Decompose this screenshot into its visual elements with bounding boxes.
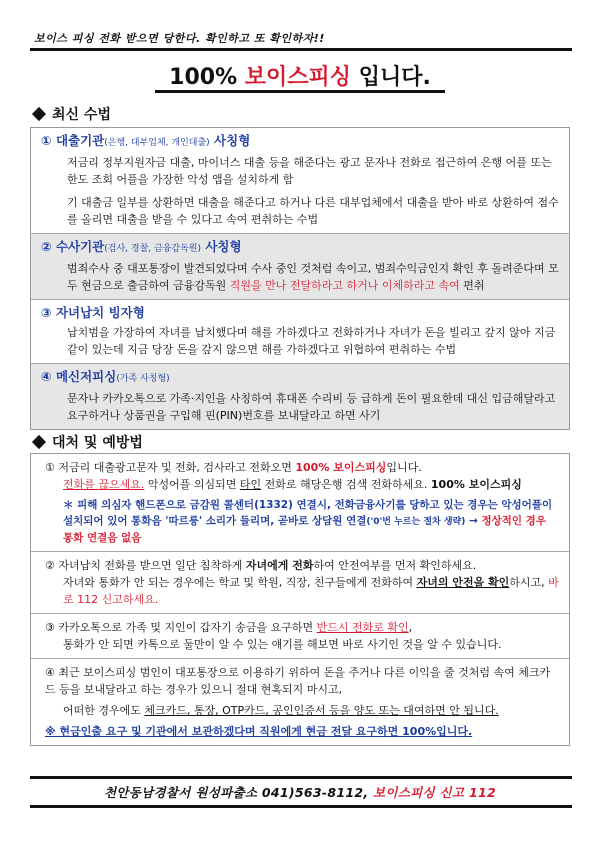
prevention-num: ②	[45, 559, 55, 572]
method-title-main: 대출기관	[55, 133, 105, 148]
method-num: ②	[41, 239, 52, 254]
text-bold: 100% 보이스피싱	[430, 478, 522, 491]
text-part: 전화로 해당은행 검색 전화하세요.	[261, 478, 431, 491]
prevention-num: ④	[45, 666, 55, 679]
method-text-highlight: 직원을 만나 전달하라고 하거나 이체하라고 속여	[229, 279, 460, 292]
method-num: ①	[41, 133, 52, 148]
prevention-num: ③	[45, 621, 55, 634]
methods-box	[30, 127, 570, 430]
text-part: 입니다.	[386, 461, 422, 474]
method-title-main: 메신저피싱	[55, 369, 117, 384]
method-title	[41, 368, 559, 388]
notice-highlight: 정상적인 경우 통화 연결음 없음	[63, 515, 546, 544]
header-tagline: 보이스 피싱 전화 받으면 당한다. 확인하고 또 확인하자!!	[34, 32, 325, 45]
text-highlight: 바로 112 신고하세요.	[63, 576, 559, 606]
text-highlight: 전화를 끊으세요.	[63, 478, 145, 491]
text-highlight: 100% 보이스피싱	[295, 461, 387, 474]
text-highlight: 반드시 전화로 확인	[316, 621, 409, 634]
method-num: ④	[41, 369, 52, 384]
text-bold: 자녀에게 전화	[245, 559, 314, 572]
header-divider	[30, 48, 572, 51]
text-part: 악성어플 의심되면	[144, 478, 240, 491]
method-text	[41, 260, 559, 294]
text-underline: 타인	[239, 478, 262, 491]
method-title-main: 수사기관	[55, 239, 105, 254]
method-num: ③	[41, 305, 52, 320]
prevention-line	[45, 619, 559, 636]
method-item-loan	[31, 128, 569, 234]
text-part: 하여 안전여부를 먼저 확인하세요.	[313, 559, 477, 572]
prevention-line	[45, 574, 559, 608]
notice-small: ('0'번 누르는 절차 생략)	[366, 517, 466, 527]
method-title	[41, 304, 559, 322]
method-title	[41, 132, 559, 152]
text-underline: 자녀의 안전을 확인	[416, 576, 510, 589]
title-prefix: 100%	[169, 65, 245, 90]
title-highlight: 보이스피싱	[244, 65, 352, 90]
prevention-box	[30, 453, 570, 746]
section-methods-heading	[30, 104, 111, 124]
text-part: 카카오톡으로 가족 및 지인이 갑자기 송금을 요구하면	[58, 621, 317, 634]
prevention-line	[45, 557, 559, 574]
method-text-part: 편취	[459, 279, 485, 292]
method-paragraph: 저금리 정부지원자금 대출, 마이너스 대출 등을 해준다는 광고 문자나 전화로 접근하여 은행 어플 또는 한도 조회 어플을 가장한 악성 앱을 설치하게 함	[67, 156, 552, 186]
prevention-line: 통화가 안 되면 카톡으로 둘만이 알 수 있는 얘기를 해보면 바로 사기인 것을 알 수 있습니다.	[63, 638, 502, 651]
prevention-line	[45, 664, 559, 698]
method-item-messenger	[31, 364, 569, 429]
method-text-part: 범죄수사 중 대포통장이 발견되었다며 수사 중인 것처럼 속이고, 범죄수익금인지 확인 후 돌려준다며 모두 현금으로 출금하여 금융감독원	[67, 262, 559, 292]
text-part: 어떠한 경우에도	[63, 704, 145, 717]
notice-text: ＊ 피해 의심자 핸드폰으로 금감원 콜센터(1332) 연결시, 전화금융사기를 당하고 있는 경우는 악성어플이 설치되어 있어 통화음 '따르릉' 소리가 들리며, 곧바로 상담원 연결	[63, 499, 553, 527]
diamond-bullet-icon	[32, 107, 46, 121]
text-part: ,	[408, 621, 413, 634]
prevention-line	[45, 459, 559, 476]
method-text: 문자나 카카오톡으로 가족·지인을 사칭하여 휴대폰 수리비 등 급하게 돈이 필요한데 대신 입금해달라고 요구하거나 상품권을 구입해 핀(PIN)번호를 보내달라고 하면 사기	[67, 392, 556, 422]
footer-divider-bottom	[30, 805, 572, 808]
text-part: 하시고,	[509, 576, 549, 589]
method-item-kidnap	[31, 300, 569, 364]
method-item-investigator	[31, 234, 569, 300]
notice-callout	[45, 497, 559, 546]
footer-contact	[0, 783, 600, 801]
method-text	[41, 154, 559, 228]
prevention-line	[45, 476, 559, 493]
section-prevention-heading	[30, 432, 143, 452]
method-title-tail: 사칭형	[200, 239, 242, 254]
method-paragraph: 기 대출금 일부를 상환하면 대출을 해준다고 하거나 다른 대부업체에서 대출을 받아 바로 상환하여 점수를 올리면 대출을 받을 수 있다고 속여 편취하는 수법	[67, 196, 559, 226]
arrow-icon: →	[465, 515, 482, 527]
title-suffix: 입니다.	[351, 65, 431, 90]
footer-divider-top	[30, 776, 572, 779]
method-title-small: (가족 사칭형)	[116, 374, 170, 384]
title-underline	[155, 90, 445, 93]
text-part: 자녀납치 전화를 받으면 일단 침착하게	[58, 559, 246, 572]
page-title	[0, 60, 600, 91]
section-prevention-title: 대처 및 예방법	[52, 435, 143, 451]
text-underline: 체크카드, 통장, OTP카드, 공인인증서 등을 양도 또는 대여하면 안 됩니다.	[144, 704, 499, 717]
text-part: 자녀와 통화가 안 되는 경우에는 학교 및 학원, 직장, 친구들에게 전화하여	[63, 576, 417, 589]
method-title-main: 자녀납치 빙자형	[55, 305, 145, 320]
prevention-item-3	[31, 614, 569, 659]
section-methods-title: 최신 수법	[52, 107, 111, 123]
prevention-num: ①	[45, 461, 55, 474]
method-title-small: (은행, 대부업체, 개인대출)	[104, 138, 210, 148]
prevention-line	[45, 702, 559, 719]
method-title	[41, 238, 559, 258]
text-part: 저금리 대출광고문자 및 전화, 검사라고 전화오면	[58, 461, 296, 474]
prevention-item-1	[31, 454, 569, 552]
prevention-item-4	[31, 659, 569, 745]
footer-hotline: 보이스피싱 신고 112	[373, 785, 496, 800]
warning-note: ※ 현금인출 요구 및 기관에서 보관하겠다며 직원에게 현금 전달 요구하면 100%입니다.	[45, 725, 473, 738]
method-title-small: (검사, 경찰, 금융감독원)	[104, 244, 201, 254]
method-text: 납치범을 가장하여 자녀를 납치했다며 해를 가하겠다고 전화하거나 자녀가 돈을 빌리고 갚지 않아 지금 같이 있는데 지금 당장 돈을 갚지 않으면 해를 가하겠다고 위협하여 편취하는 수법	[67, 326, 556, 356]
text-part: 최근 보이스피싱 범인이 대포통장으로 이용하기 위하여 돈을 주거나 다른 이익을 줄 것처럼 속여 체크카드 등을 보내달라고 하는 경우가 있으니 절대 현혹되지 마시고,	[45, 666, 551, 696]
method-title-tail: 사칭형	[209, 133, 251, 148]
diamond-bullet-icon	[32, 435, 46, 449]
prevention-item-2	[31, 552, 569, 614]
footer-text: 천안동남경찰서 원성파출소 041)563-8112,	[104, 785, 374, 800]
